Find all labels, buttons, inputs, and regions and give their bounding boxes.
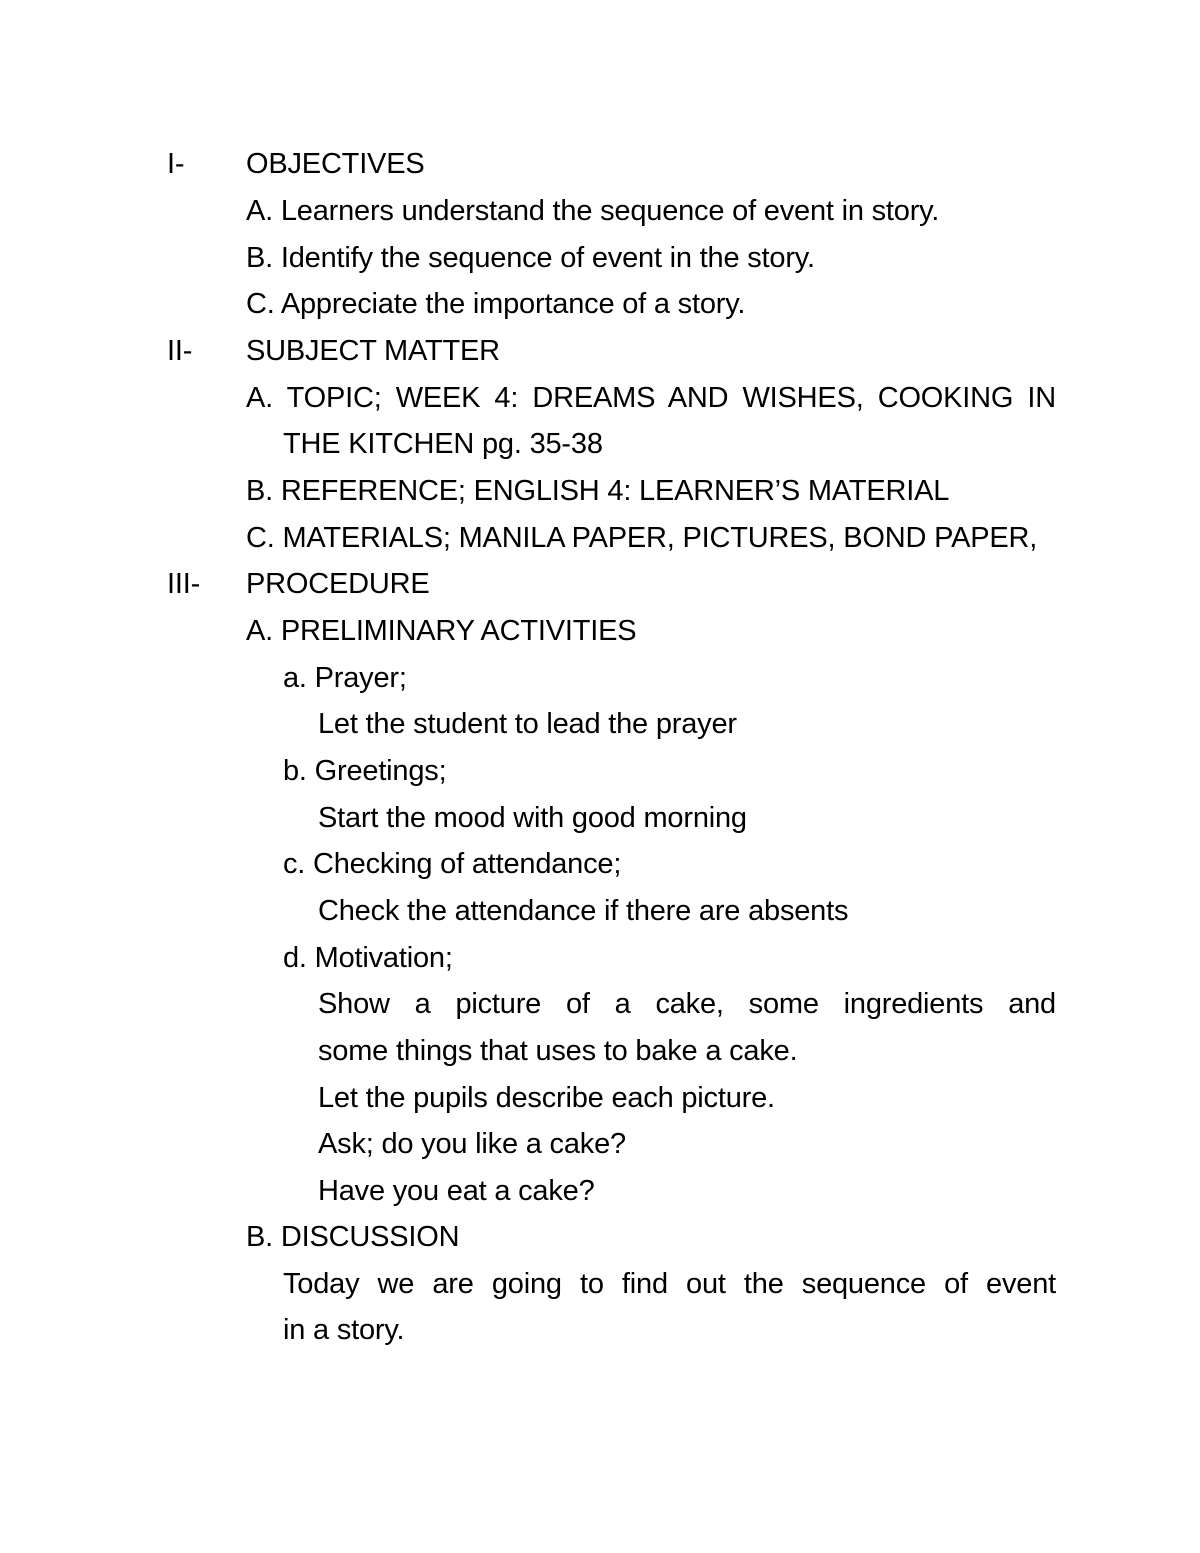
attendance-detail: Check the attendance if there are absents bbox=[318, 895, 849, 927]
motivation-detail-5: Have you eat a cake? bbox=[318, 1175, 595, 1207]
discussion-heading: B. DISCUSSION bbox=[246, 1221, 460, 1253]
objective-c: C. Appreciate the importance of a story. bbox=[246, 288, 746, 320]
reference-line: B. REFERENCE; ENGLISH 4: LEARNER’S MATERIAL bbox=[246, 475, 950, 507]
section-2-heading: SUBJECT MATTER bbox=[246, 335, 500, 367]
motivation-detail-1: Show a picture of a cake, some ingredients and bbox=[318, 988, 1056, 1020]
prayer-detail: Let the student to lead the prayer bbox=[318, 708, 737, 740]
attendance-item: c. Checking of attendance; bbox=[283, 848, 622, 880]
greetings-detail: Start the mood with good morning bbox=[318, 802, 747, 834]
discussion-text-2: in a story. bbox=[283, 1314, 405, 1346]
materials-line: C. MATERIALS; MANILA PAPER, PICTURES, BOND PAPER, bbox=[246, 522, 1038, 554]
topic-line-1: A. TOPIC; WEEK 4: DREAMS AND WISHES, COOKING IN bbox=[246, 382, 1056, 414]
discussion-text-1: Today we are going to find out the sequence of event bbox=[283, 1268, 1056, 1300]
motivation-detail-2: some things that uses to bake a cake. bbox=[318, 1035, 798, 1067]
section-1-numeral: I- bbox=[167, 148, 185, 180]
motivation-detail-4: Ask; do you like a cake? bbox=[318, 1128, 626, 1160]
objective-b: B. Identify the sequence of event in the story. bbox=[246, 242, 815, 274]
motivation-item: d. Motivation; bbox=[283, 942, 453, 974]
prayer-item: a. Prayer; bbox=[283, 662, 407, 694]
section-3-heading: PROCEDURE bbox=[246, 568, 430, 600]
section-1-heading: OBJECTIVES bbox=[246, 148, 425, 180]
motivation-detail-3: Let the pupils describe each picture. bbox=[318, 1082, 775, 1114]
topic-line-2: THE KITCHEN pg. 35-38 bbox=[283, 428, 603, 460]
section-2-numeral: II- bbox=[167, 335, 193, 367]
section-3-numeral: III- bbox=[167, 568, 201, 600]
preliminary-heading: A. PRELIMINARY ACTIVITIES bbox=[246, 615, 637, 647]
objective-a: A. Learners understand the sequence of event in story. bbox=[246, 195, 940, 227]
greetings-item: b. Greetings; bbox=[283, 755, 447, 787]
